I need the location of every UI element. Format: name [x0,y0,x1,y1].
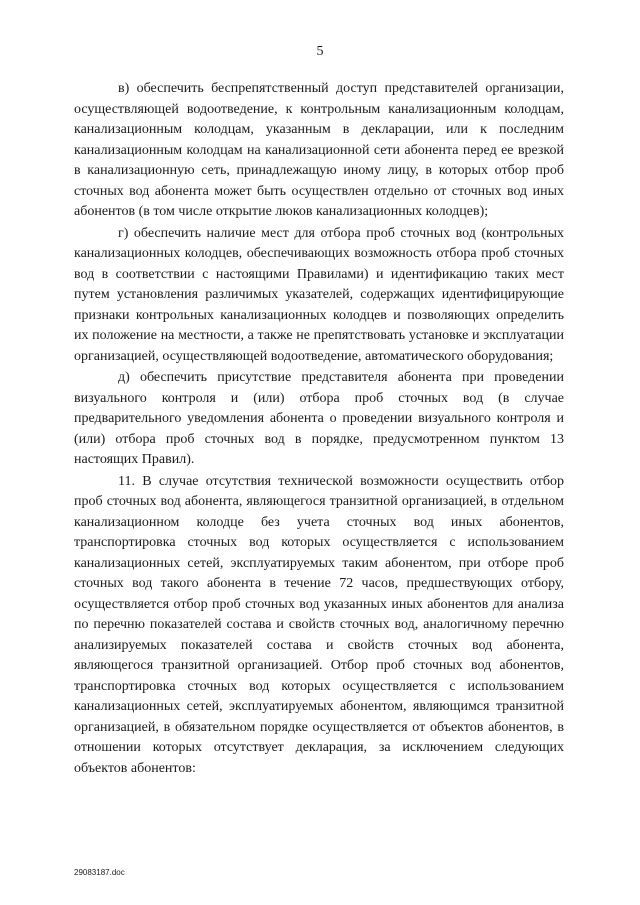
paragraph-v: в) обеспечить беспрепятственный доступ представителей организации, осуществляющей водоотведение, к контрольным канализационным колодцам, канализационным колодцам, указанным в декларации, или к последним канализационным колодцам на канализационной сети абонента перед ее врезкой в канализационную сеть, принадлежащую иному лицу, в которых отбор проб сточных вод абонента может быть осуществлен отдельно от сточных вод иных абонентов (в том числе открытие люков канализационных колодцев); [74,81,564,219]
paragraph-d: д) обеспечить присутствие представителя абонента при проведении визуального контроля и (или) отбора проб сточных вод (в случае предварительного уведомления абонента о проведении визуального контроля и (или) отбора проб сточных вод в порядке, предусмотренном пунктом 13 настоящих Правил). [74,370,564,467]
document-body [74,79,564,779]
paragraph-11: 11. В случае отсутствия технической возможности осуществить отбор проб сточных вод абонента, являющегося транзитной организацией, в отдельном канализационном колодце без учета сточных вод иных абонентов, транспортировка сточных вод которых осуществляется с использованием канализационных сетей, эксплуатируемых таким абонентом, при отборе проб сточных вод такого абонента в течение 72 часов, предшествующих отбору, осуществляется отбор проб сточных вод указанных иных абонентов для анализа по перечню показателей состава и свойств сточных вод, аналогичному перечню анализируемых показателей состава и свойств сточных вод абонента, являющегося транзитной организацией. Отбор проб сточных вод абонентов, транспортировка сточных вод которых осуществляется с использованием канализационных сетей, эксплуатируемых абонентом, являющимся транзитной организацией, в обязательном порядке осуществляется от объектов абонентов, в отношении которых отсутствует декларация, за исключением следующих объектов абонентов: [74,473,564,776]
paragraph-g: г) обеспечить наличие мест для отбора проб сточных вод (контрольных канализационных колодцев, обеспечивающих возможность отбора проб сточных вод в соответствии с настоящими Правилами) и идентификацию таких мест путем установления различимых указателей, содержащих идентифицирующие признаки контрольных канализационных колодцев и позволяющих определить их положение на местности, а также не препятствовать установке и эксплуатации организацией, осуществляющей водоотведение, автоматического оборудования; [74,225,564,364]
page-number: 5 [316,44,324,59]
document-filename: 29083187.doc [74,868,125,877]
